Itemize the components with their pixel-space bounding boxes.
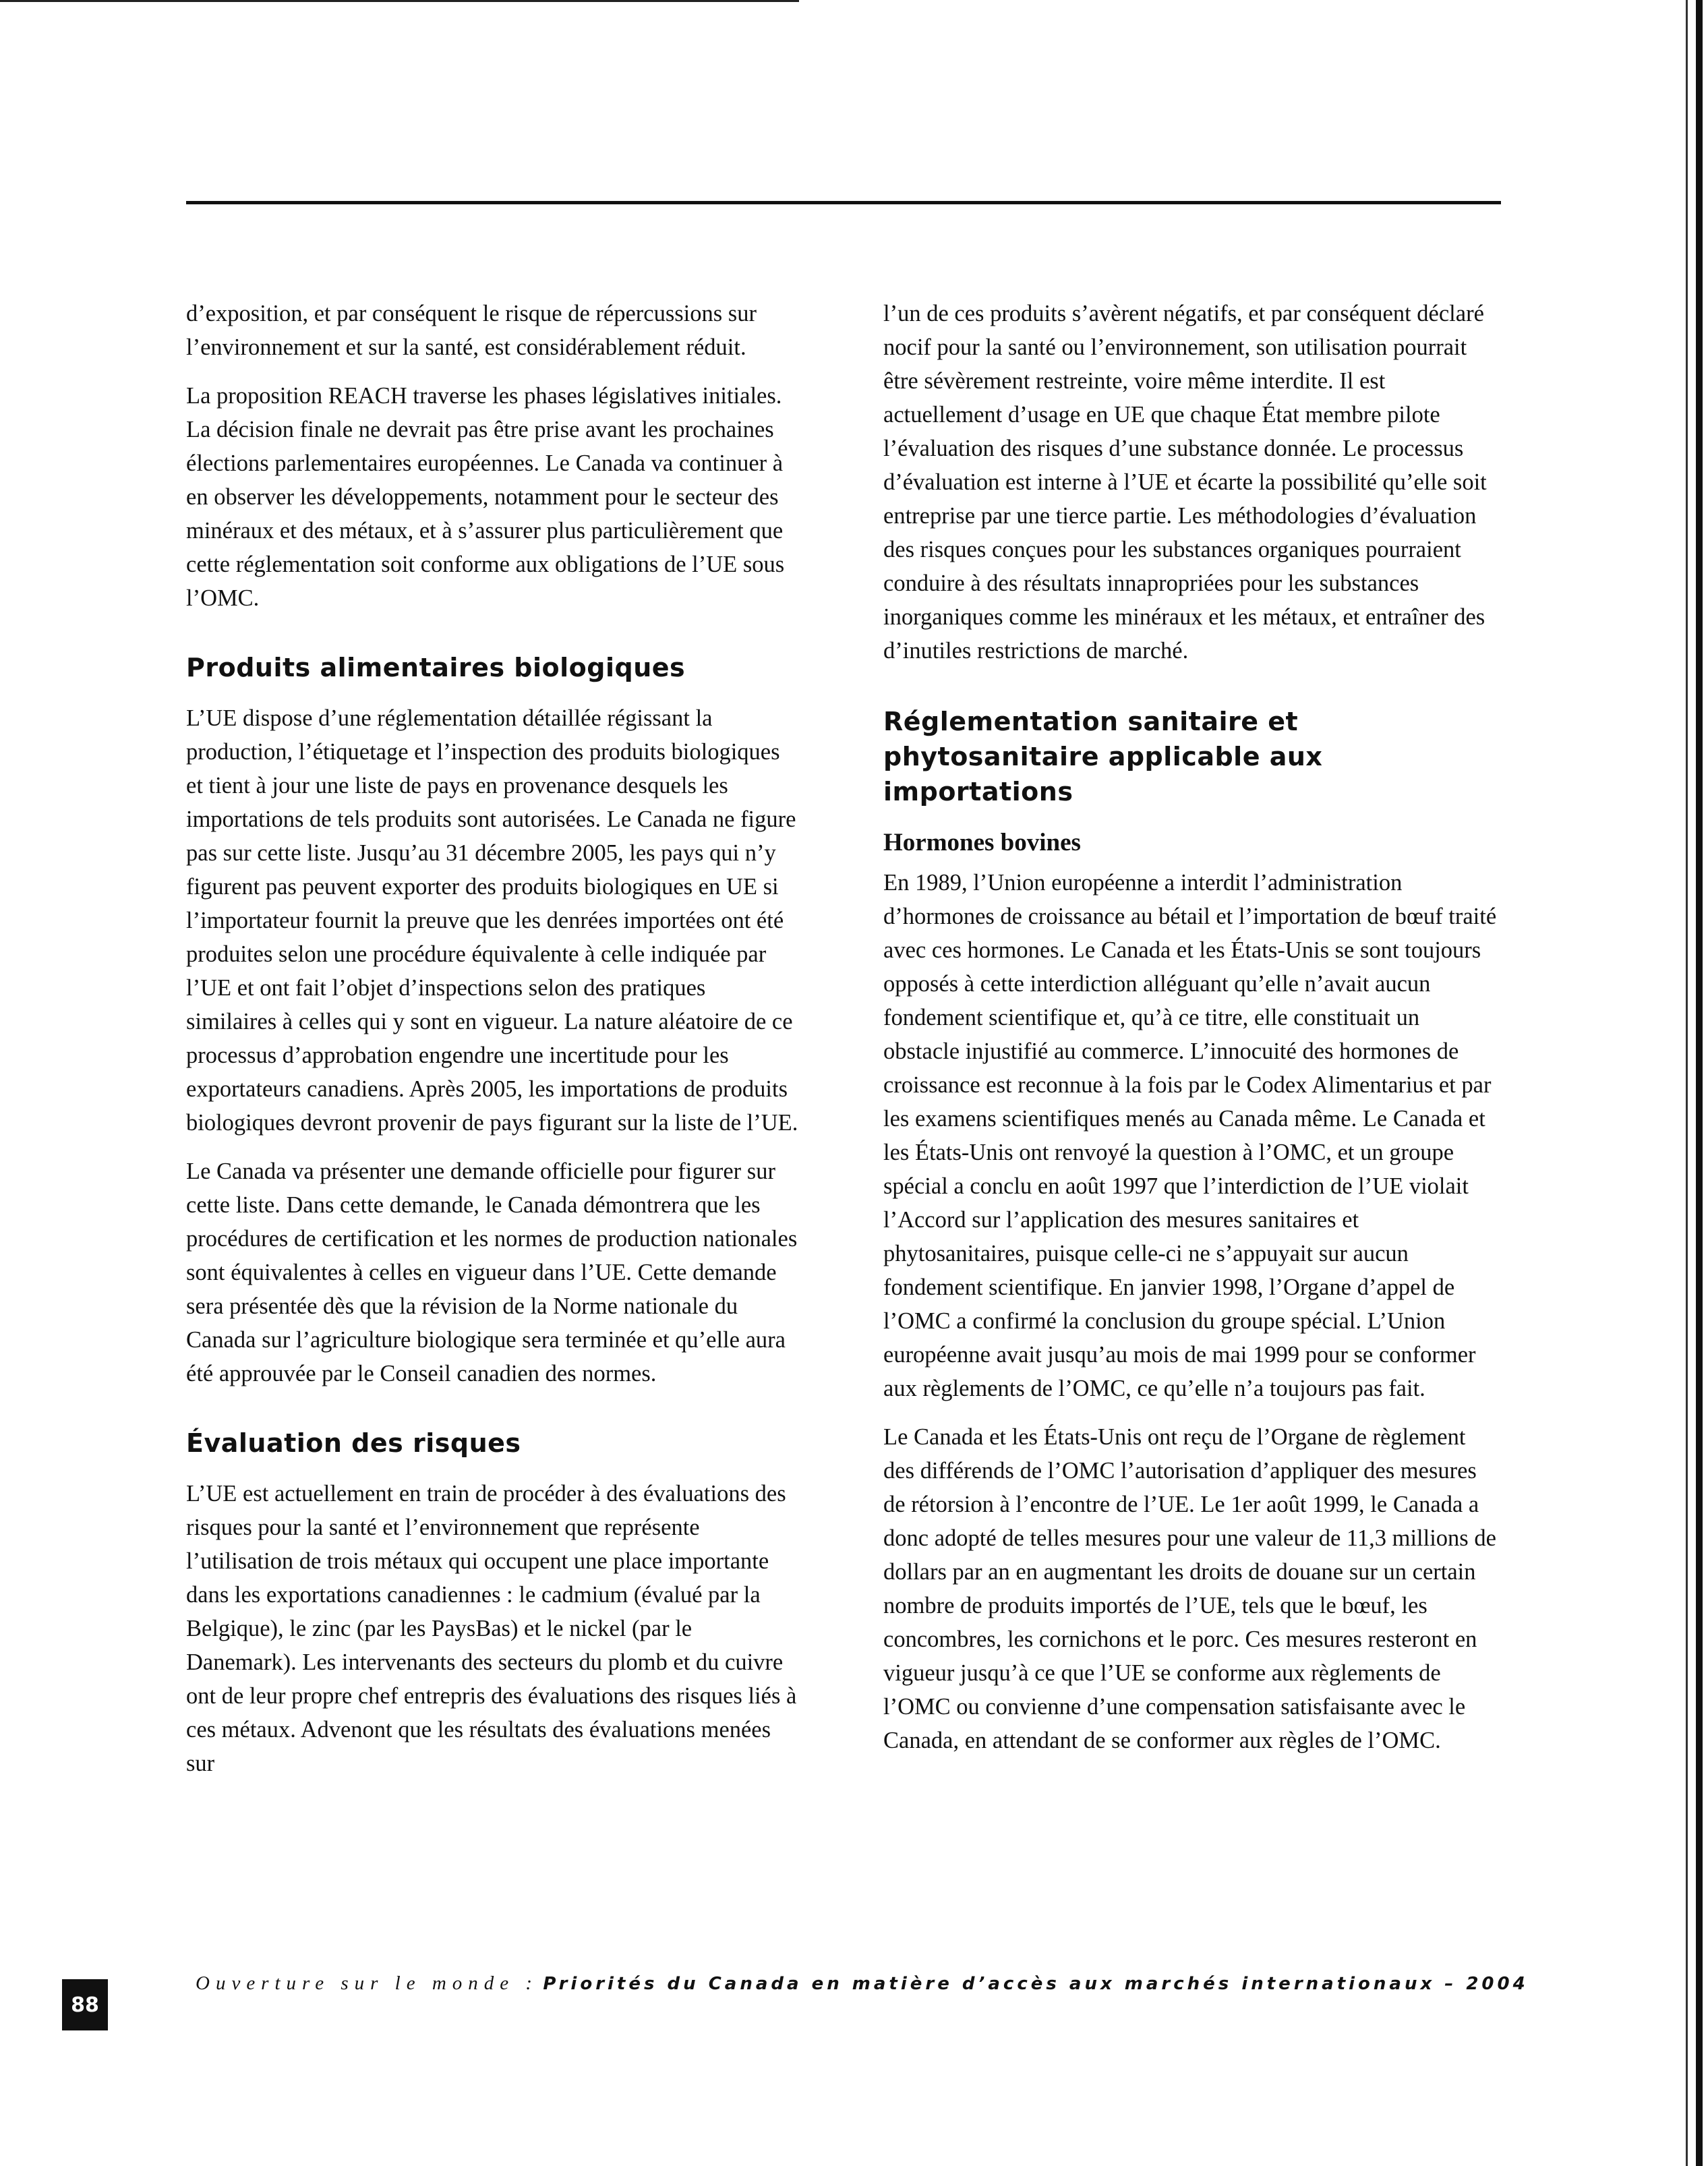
paragraph-organic-request: Le Canada va présenter une demande officielle pour figurer sur cette liste. Dans cette demande, le Canada démontrera que les procédures de certification et les normes de production nationales sont équivalentes à celles en vigueur dans l’UE. Cette demande sera présentée dès que la révision de la Norme nationale du Canada sur l’agriculture biologique sera terminée et qu’elle aura été approuvée par le Conseil canadien des normes. [186,1159,798,1386]
left-column [186,297,800,1795]
scan-edge-top [0,0,799,2]
footer-series-title: Ouverture sur le monde : [196,1972,539,1994]
heading-organic-food: Produits alimentaires biologiques [186,653,686,682]
paragraph-exposition: d’exposition, et par conséquent le risque de répercussions sur l’environnement et sur la santé, est considérablement réduit. [186,301,757,360]
right-column [883,297,1497,1772]
paragraph-retaliation: Le Canada et les États-Unis ont reçu de l’Organe de règlement des différends de l’OMC l’autorisation d’appliquer des mesures de rétorsion à l’encontre de l’UE. Le 1er août 1999, le Canada a donc adopté de telles mesures pour une valeur de 11,3 millions de dollars par an en augmentant les droits de douane sur un certain nombre de produits importés de l’UE, tels que le bœuf, les concombres, les cornichons et le porc. Ces mesures resteront en vigueur jusqu’à ce que l’UE se conforme aux règlements de l’OMC ou convienne d’une compensation satisfaisante avec le Canada, en attendant de se conformer aux règles de l’OMC. [883,1424,1496,1753]
running-footer [196,1972,1529,1995]
scan-edge-right-inner [1686,0,1688,2166]
heading-sps-regulation: Réglementation sanitaire et phytosanitaire applicable aux importations [883,707,1323,807]
page-number: 88 [62,1979,108,2030]
scan-edge-right [1696,0,1703,2166]
paragraph-hormones: En 1989, l’Union européenne a interdit l’administration d’hormones de croissance au bétail et l’importation de bœuf traité avec ces hormones. Le Canada et les États-Unis se sont toujours opposés à cette interdiction alléguant qu’elle n’avait aucun fondement scientifique et, qu’à ce titre, elle constituait un obstacle injustifié au commerce. L’innocuité des hormones de croissance est reconnue à la fois par le Codex Alimentarius et par les examens scientifiques menés au Canada même. Le Canada et les États-Unis ont renvoyé la question à l’OMC, et un groupe spécial a conclu en août 1997 que l’interdiction de l’UE violait l’Accord sur l’application des mesures sanitaires et phytosanitaires, puisque celle-ci ne s’appuyait sur aucun fondement scientifique. En janvier 1998, l’Organe d’appel de l’OMC a confirmé la conclusion du groupe spécial. L’Union européenne avait jusqu’au mois de mai 1999 pour se conformer aux règlements de l’OMC, ce qu’elle n’a toujours pas fait. [883,870,1497,1401]
paragraph-organic-regulation: L’UE dispose d’une réglementation détaillée régissant la production, l’étiquetage et l’inspection des produits biologiques et tient à jour une liste de pays en provenance desquels les importations de tels produits sont autorisées. Le Canada ne figure pas sur cette liste. Jusqu’au 31 décembre 2005, les pays qui n’y figurent pas peuvent exporter des produits biologiques en UE si l’importateur fournit la preuve que les denrées importées ont été produites selon une procédure équivalente à celle indiquée par l’UE et ont fait l’objet d’inspections selon des pratiques similaires à celles qui y sont en vigueur. La nature aléatoire de ce processus d’approbation engendre une incertitude pour les exportateurs canadiens. Après 2005, les importations de produits biologiques devront provenir de pays figurant sur la liste de l’UE. [186,705,798,1136]
paragraph-risk-continued: l’un de ces produits s’avèrent négatifs, et par conséquent déclaré nocif pour la santé ou l’environnement, son utilisation pourrait être sévèrement restreinte, voire même interdite. Il est actuellement d’usage en UE que chaque État membre pilote l’évaluation des risques d’une substance donnée. Le processus d’évaluation est interne à l’UE et écarte la possibilité qu’elle soit entreprise par une tierce partie. Les méthodologies d’évaluation des risques conçues pour les substances organiques pourraient conduire à des résultats innapropriées pour les substances inorganiques comme les minéraux et les métaux, et entraîner des d’inutiles restrictions de marché. [883,301,1487,664]
paragraph-risk-assessment: L’UE est actuellement en train de procéder à des évaluations des risques pour la santé et l’environnement que représente l’utilisation de trois métaux qui occupent une place importante dans les exportations canadiennes : le cadmium (évalué par la Belgique), le zinc (par les PaysBas) et le nickel (par le Danemark). Les intervenants des secteurs du plomb et du cuivre ont de leur propre chef entrepris des évaluations des risques liés à ces métaux. Advenont que les résultats des évaluations menées sur [186,1481,797,1776]
header-rule [186,201,1501,204]
heading-risk-assessment: Évaluation des risques [186,1428,521,1458]
footer-subtitle: Priorités du Canada en matière d’accès aux marchés internationaux – 2004 [543,1974,1529,1994]
subheading-bovine-hormones: Hormones bovines [883,829,1081,856]
paragraph-reach: La proposition REACH traverse les phases législatives initiales. La décision finale ne devrait pas être prise avant les prochaines élections parlementaires européennes. Le Canada va continuer à en observer les développements, notamment pour le secteur des minéraux et des métaux, et à s’assurer plus particulièrement que cette réglementation soit conforme aux obligations de l’UE sous l’OMC. [186,383,785,611]
